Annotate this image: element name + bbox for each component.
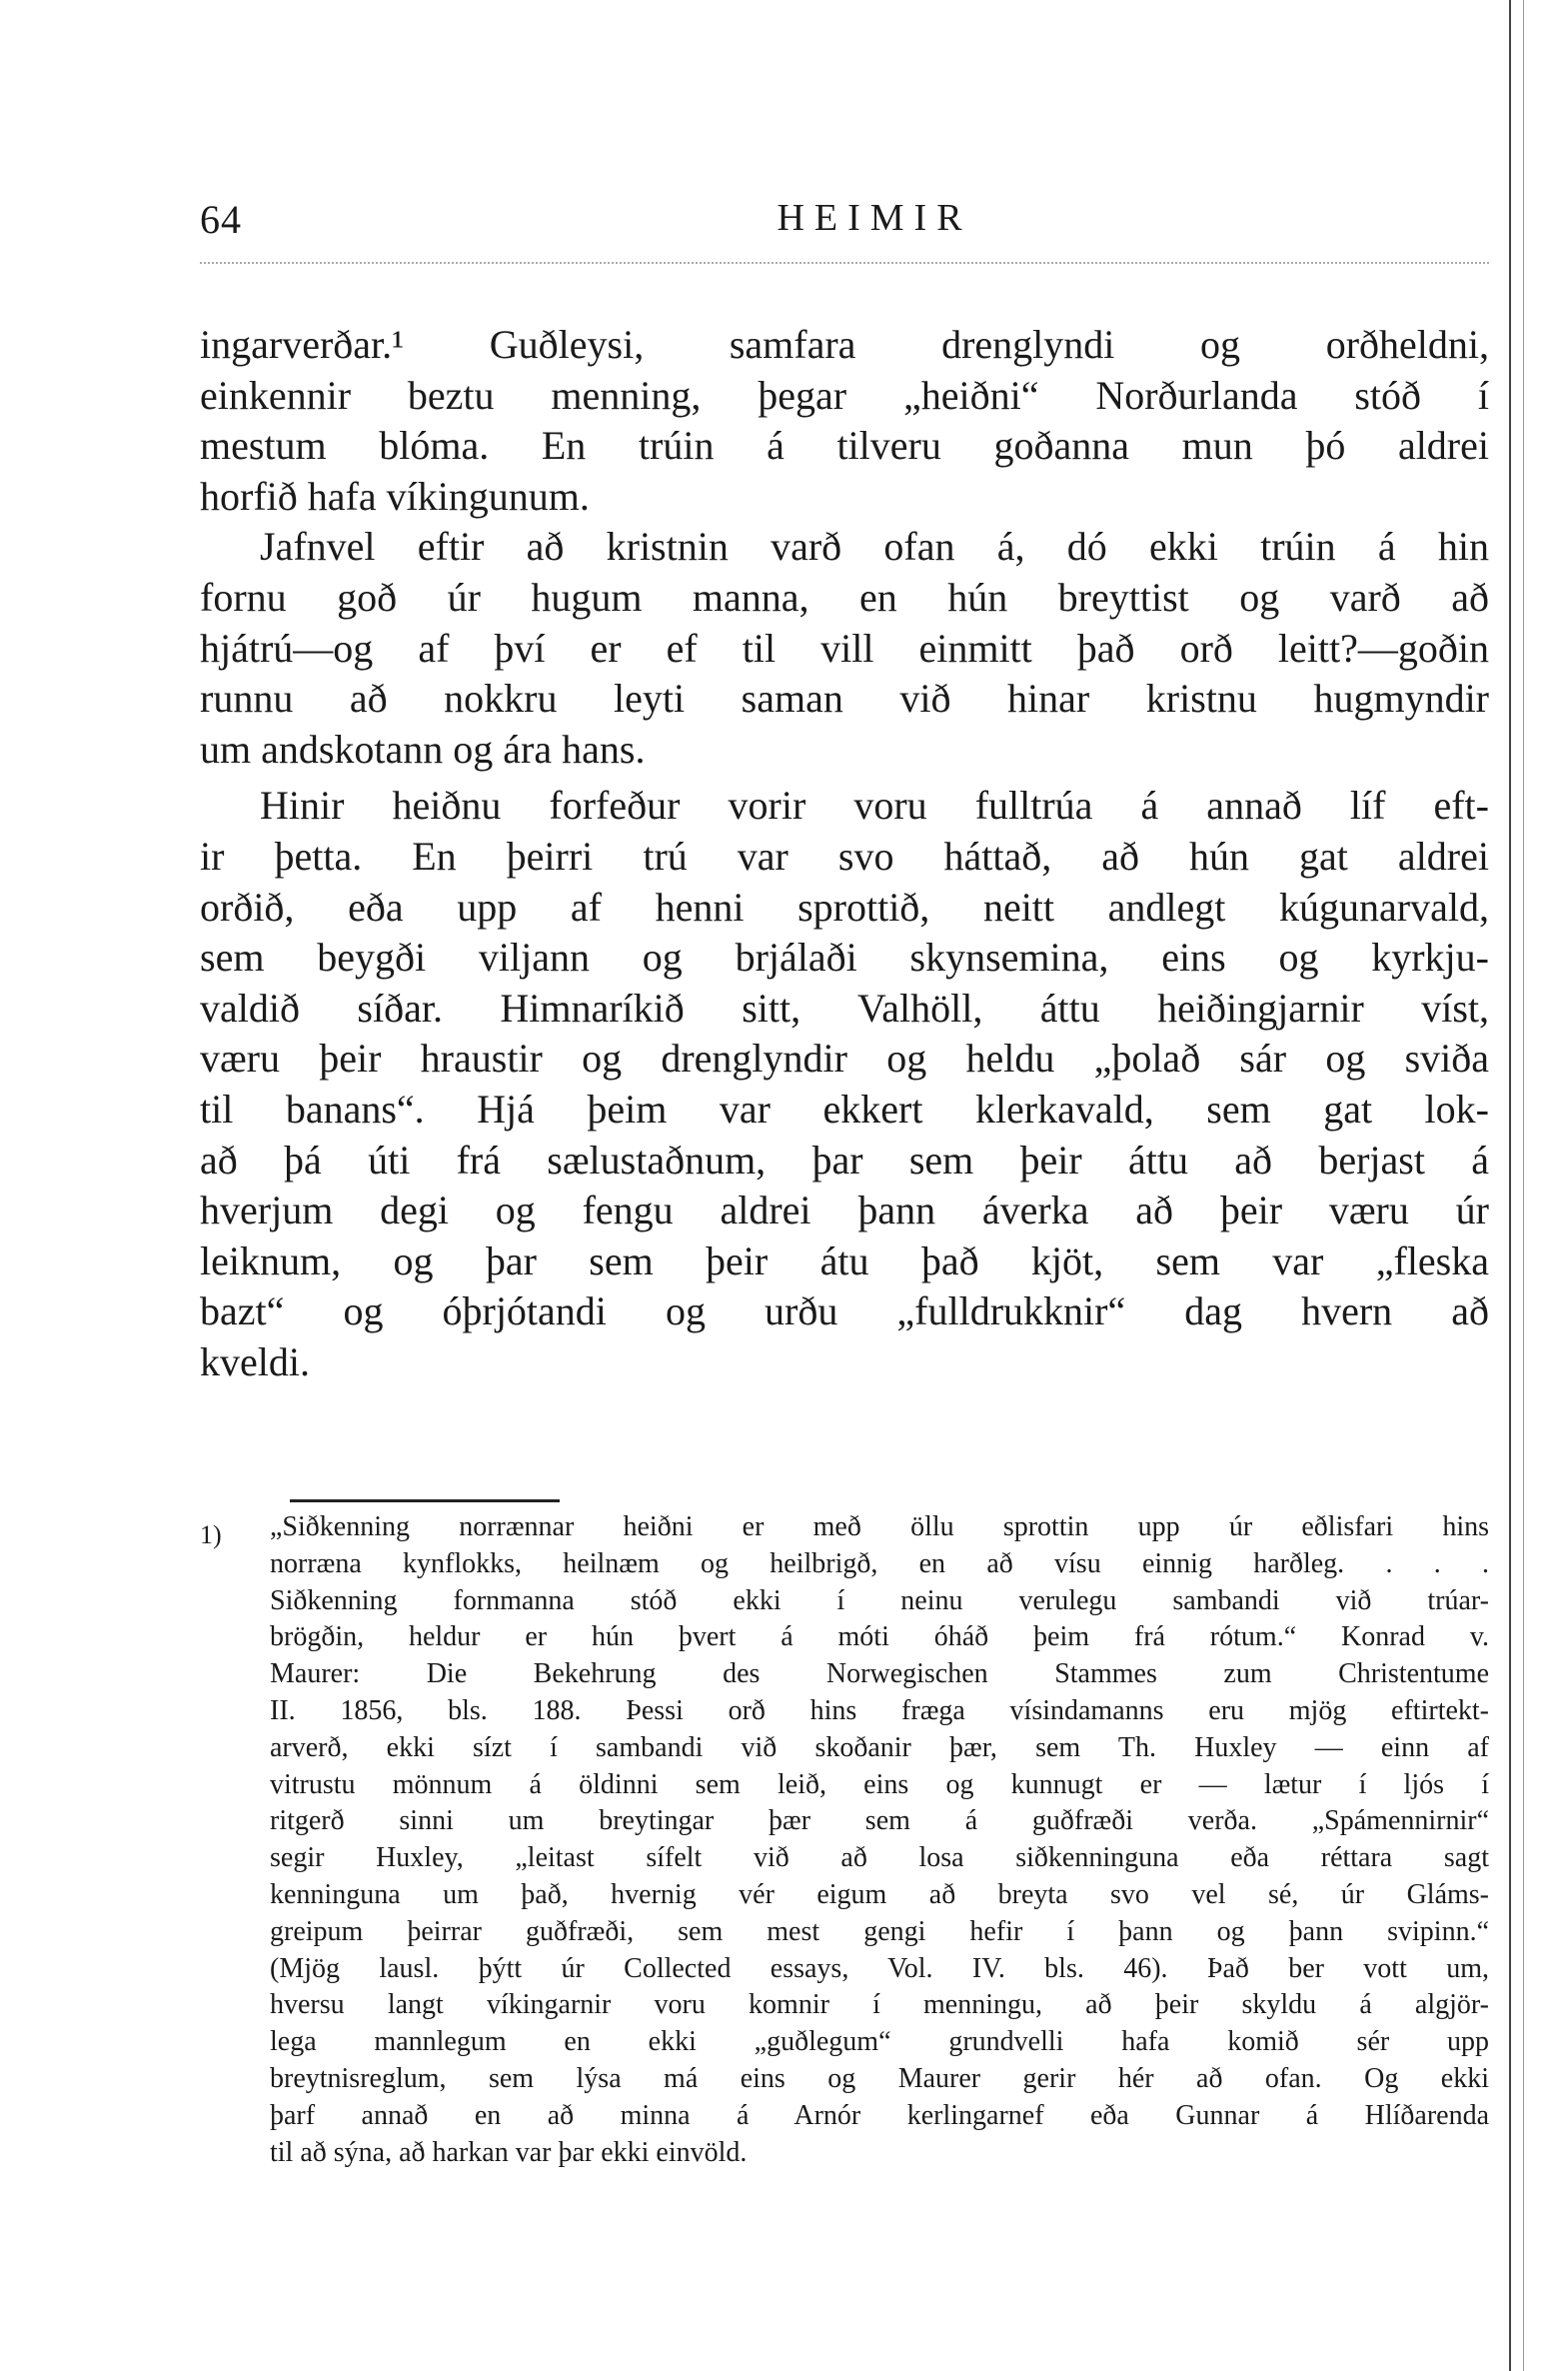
- footnote-rule: [290, 1499, 560, 1502]
- footnote-line: „Siðkenning norrænnar heiðni er með öllu sprottin upp úr eðlisfari hins: [270, 1511, 1489, 1542]
- footnote-line: (Mjög lausl. þýtt úr Collected essays, Vol. IV. bls. 46). Það ber vott um,: [270, 1952, 1489, 1984]
- footnote-line: þarf annað en að minna á Arnór kerlingarnef eða Gunnar á Hlíðarenda: [270, 2099, 1489, 2131]
- footnote-line: Siðkenning fornmanna stóð ekki í neinu verulegu sambandi við trúar-: [270, 1584, 1489, 1616]
- footnote-line: arverð, ekki sízt í sambandi við skoðanir þær, sem Th. Huxley — einn af: [270, 1731, 1489, 1763]
- footnote-line: kenninguna um það, hvernig vér eigum að breyta svo vel sé, úr Gláms-: [270, 1878, 1489, 1910]
- footnote-body: [270, 1509, 1489, 2171]
- text-line: um andskotann og ára hans.: [200, 726, 646, 772]
- text-line: einkennir beztu menning, þegar „heiðni“ Norðurlanda stóð í: [200, 372, 1489, 418]
- page-edge-line: [1509, 0, 1511, 2371]
- footnote-line: hversu langt víkingarnir voru komnir í menningu, að þeir skyldu á algjör-: [270, 1989, 1489, 2021]
- text-line: væru þeir hraustir og drenglyndir og heldu „þolað sár og sviða: [200, 1036, 1489, 1082]
- paragraph-1: [200, 320, 1489, 522]
- page-edge-line-secondary: [1523, 0, 1524, 2371]
- header-rule: [200, 262, 1489, 264]
- main-text: [200, 320, 1489, 1387]
- text-line: leiknum, og þar sem þeir átu það kjöt, sem var „fleska: [200, 1237, 1489, 1283]
- text-line: orðið, eða upp af henni sprottið, neitt andlegt kúgunarvald,: [200, 884, 1489, 930]
- footnote-line: segir Huxley, „leitast sífelt við að losa siðkenninguna eða réttara sagt: [270, 1842, 1489, 1874]
- text-line: fornu goð úr hugum manna, en hún breyttist og varð að: [200, 574, 1489, 620]
- footnote-line: II. 1856, bls. 188. Þessi orð hins fræga vísindamanns eru mjög eftirtekt-: [270, 1694, 1489, 1726]
- paragraph-2: [200, 522, 1489, 775]
- footnote-line: til að sýna, að harkan var þar ekki einvöld.: [270, 2136, 748, 2168]
- footnote-line: brögðin, heldur er hún þvert á móti óháð þeim frá rótum.“ Konrad v.: [270, 1621, 1489, 1653]
- text-line: hverjum degi og fengu aldrei þann áverka að þeir væru úr: [200, 1187, 1489, 1233]
- footnote-line: greipum þeirrar guðfræði, sem mest gengi hefir í þann og þann svipinn.“: [270, 1915, 1489, 1947]
- footnote-line: breytnisreglum, sem lýsa má eins og Maurer gerir hér að ofan. Og ekki: [270, 2062, 1489, 2094]
- text-line: runnu að nokkru leyti saman við hinar kristnu hugmyndir: [200, 676, 1489, 722]
- footnote-line: vitrustu mönnum á öldinni sem leið, eins og kunnugt er — lætur í ljós í: [270, 1768, 1489, 1800]
- footnote-line: Maurer: Die Bekehrung des Norwegischen Stammes zum Christentume: [270, 1658, 1489, 1690]
- text-line: mestum blóma. En trúin á tilveru goðanna mun þó aldrei: [200, 423, 1489, 469]
- text-line: hjátrú—og af því er ef til vill einmitt það orð leitt?—goðin: [200, 625, 1489, 671]
- text-line: valdið síðar. Himnaríkið sitt, Valhöll, áttu heiðingjarnir víst,: [200, 985, 1489, 1031]
- text-line: til banans“. Hjá þeim var ekkert klerkavald, sem gat lok-: [200, 1086, 1489, 1132]
- footnote-marker: 1): [200, 1520, 222, 1549]
- running-title: HEIMIR: [777, 197, 972, 239]
- text-line: ingarverðar.¹ Guðleysi, samfara drenglyndi og orðheldni,: [200, 322, 1489, 367]
- page-header: [200, 196, 1489, 256]
- paragraph-3: [200, 781, 1489, 1387]
- footnote-line: norræna kynflokks, heilnæm og heilbrigð, en að vísu einnig harðleg. . . .: [270, 1547, 1489, 1579]
- text-line: sem beygði viljann og brjálaði skynsemina, eins og kyrkju-: [200, 935, 1489, 981]
- footnote-line: lega mannlegum en ekki „guðlegum“ grundvelli hafa komið sér upp: [270, 2026, 1489, 2058]
- text-line: ir þetta. En þeirri trú var svo háttað, að hún gat aldrei: [200, 833, 1489, 879]
- page-number: 64: [200, 197, 242, 242]
- text-line: Hinir heiðnu forfeður vorir voru fulltrúa á annað líf eft-: [260, 783, 1489, 829]
- text-line: horfið hafa víkingunum.: [200, 473, 590, 519]
- text-line: að þá úti frá sælustaðnum, þar sem þeir áttu að berjast á: [200, 1137, 1489, 1183]
- text-line: kveldi.: [200, 1338, 310, 1384]
- text-line: Jafnvel eftir að kristnin varð ofan á, dó ekki trúin á hin: [260, 524, 1489, 570]
- footnote-line: ritgerð sinni um breytingar þær sem á guðfræði verða. „Spámennirnir“: [270, 1805, 1489, 1837]
- text-line: bazt“ og óþrjótandi og urðu „fulldrukknir“ dag hvern að: [200, 1288, 1489, 1334]
